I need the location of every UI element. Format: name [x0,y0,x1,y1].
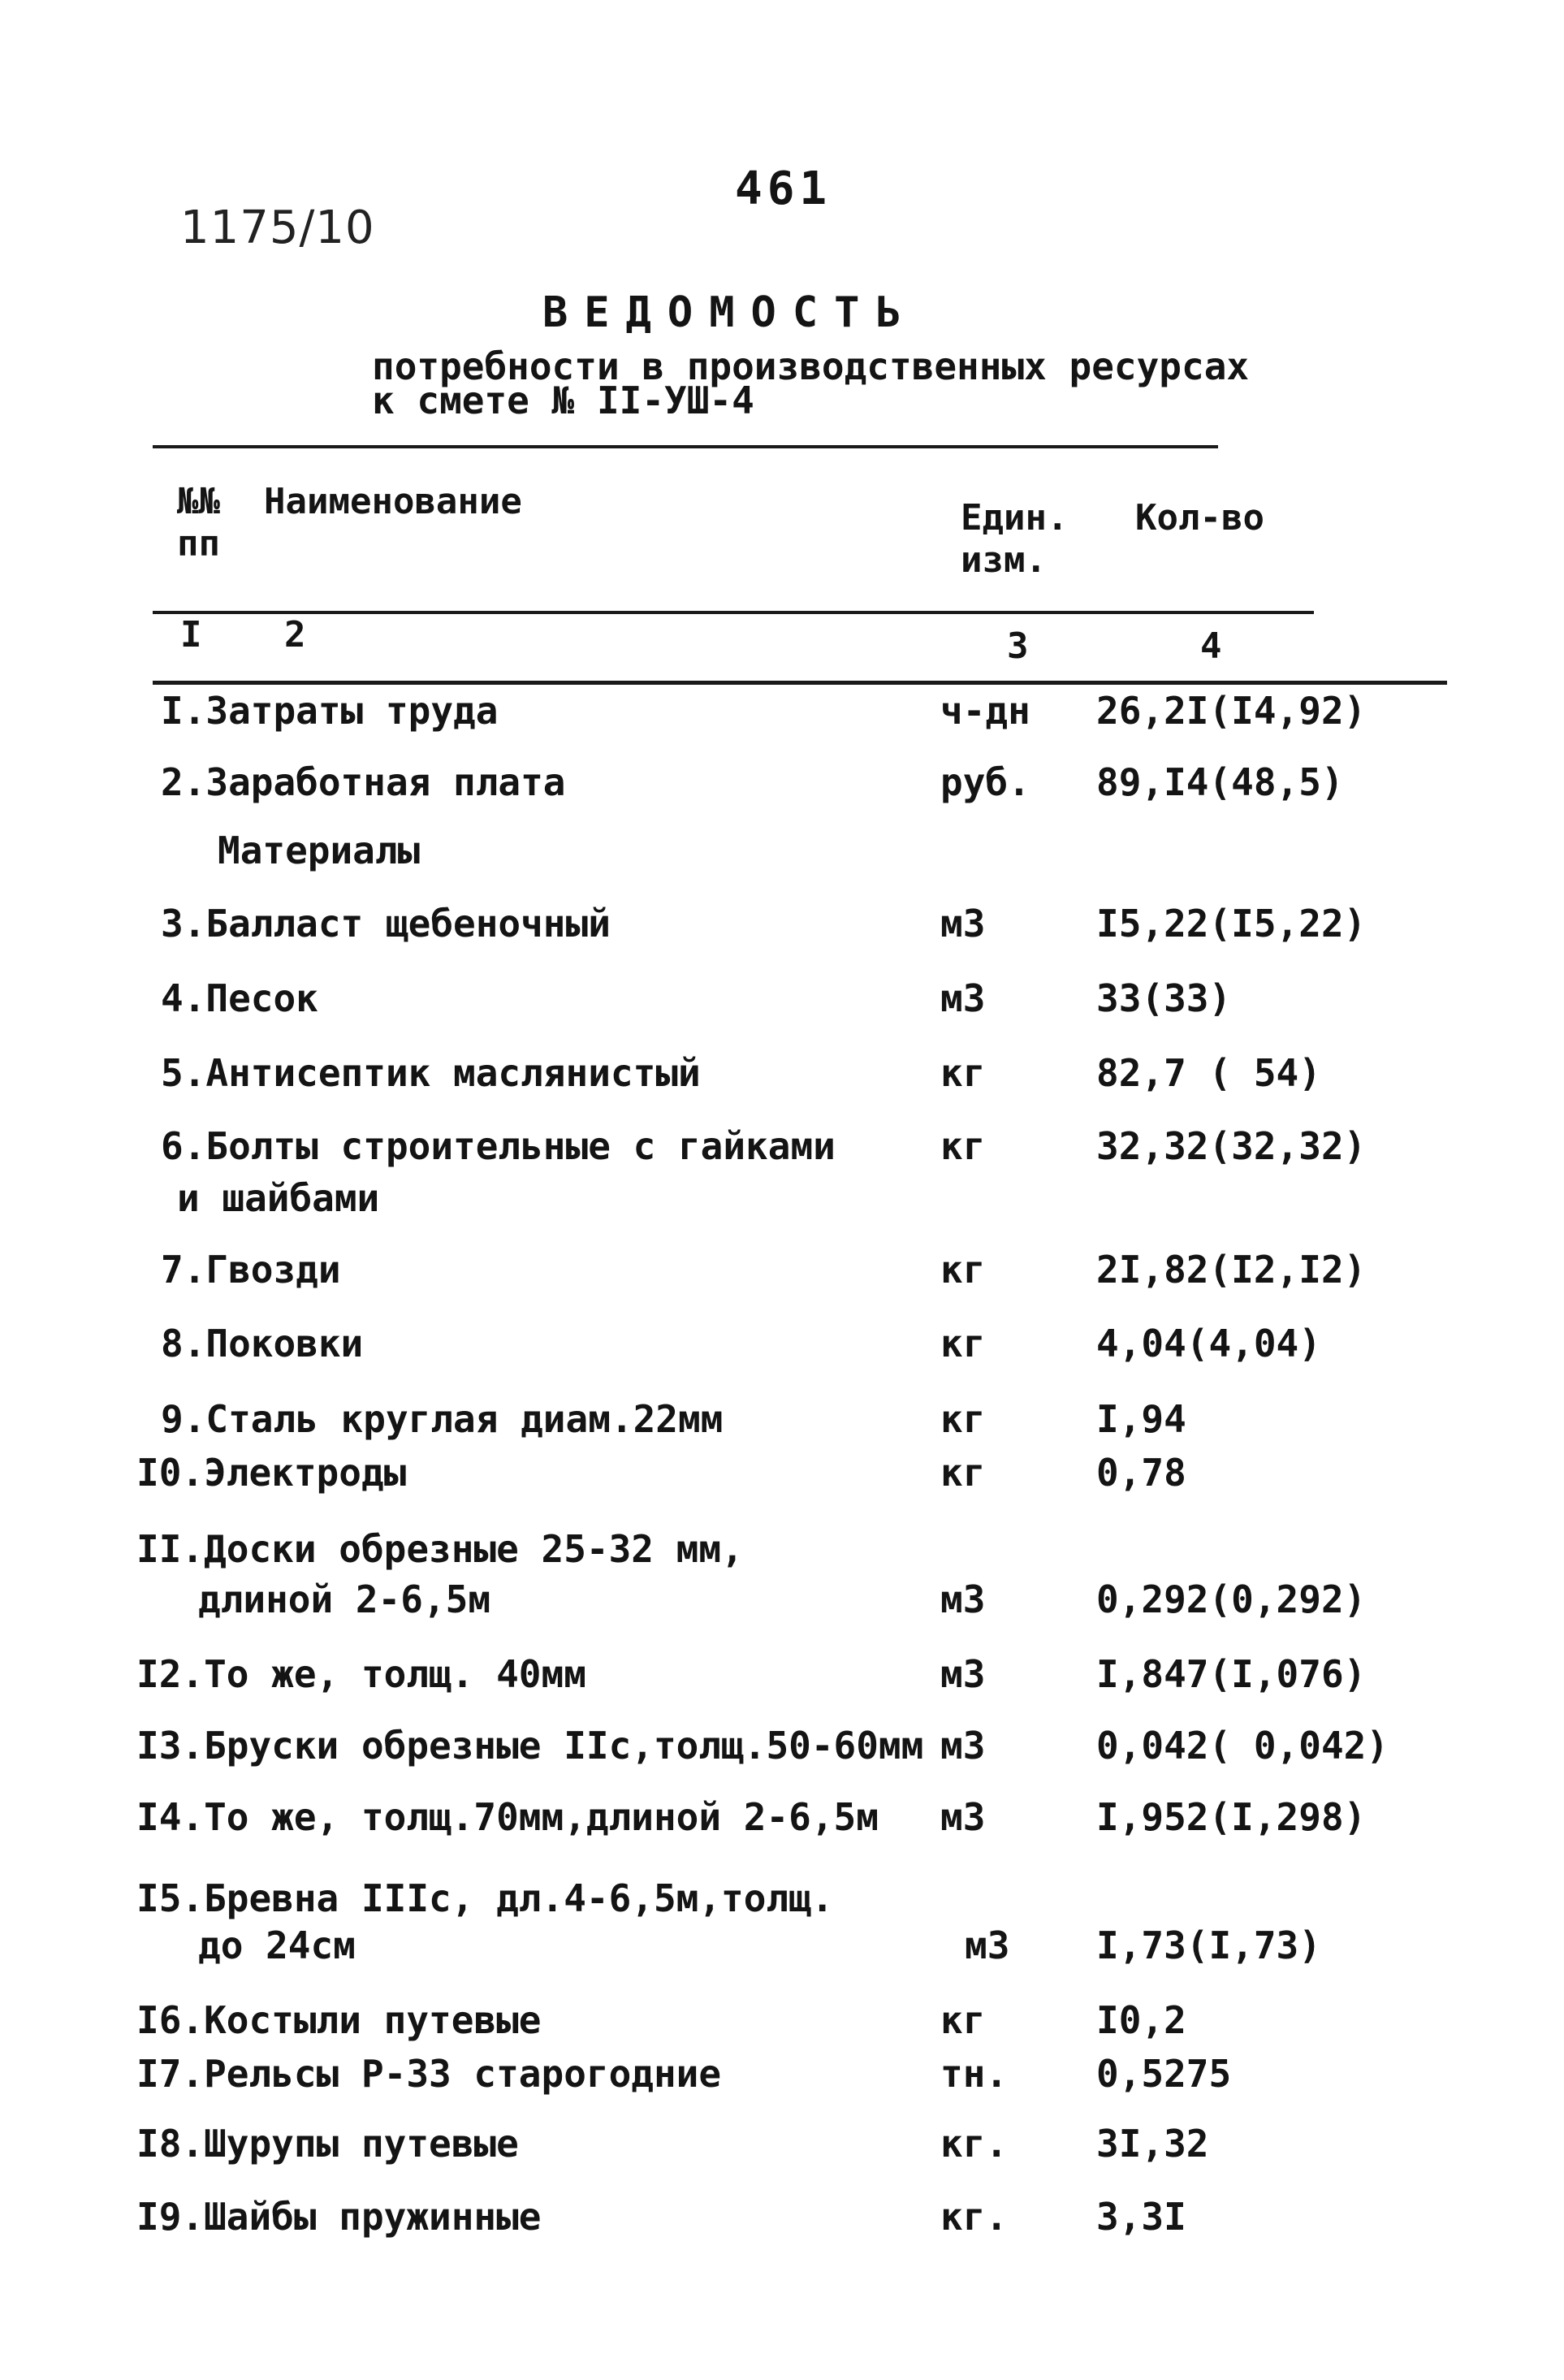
row-unit: кг [940,1451,986,1495]
column-header-num: №№ пп [177,481,220,565]
row-name: I6.Костыли путевые [136,1998,542,2042]
row-name: I4.То же, толщ.70мм,длиной 2-6,5м [136,1795,879,1839]
row-name: Материалы [218,829,421,872]
row-quantity: I5,22(I5,22) [1096,902,1367,946]
row-unit: ч-дн [940,689,1030,733]
row-name: I7.Рельсы Р-33 старогодние [136,2052,722,2096]
row-unit: м3 [940,1724,986,1768]
header-mid-rule [153,611,1314,614]
row-name: I2.То же, толщ. 40мм [136,1652,586,1696]
row-unit: кг [940,1998,986,2042]
estimate-reference: к смете № II-УШ-4 [372,379,754,422]
row-quantity: 4,04(4,04) [1096,1322,1321,1365]
row-unit: кг. [940,2122,1009,2166]
row-name: длиной 2-6,5м [198,1577,491,1621]
row-unit: кг [940,1248,986,1292]
row-unit: кг [940,1397,986,1441]
row-unit: кг [940,1322,986,1365]
row-name: 4.Песок [161,976,318,1020]
row-quantity: 3,3I [1096,2195,1186,2239]
column-header-unit: Един. изм. [961,497,1069,581]
row-name: I5.Бревна IIIс, дл.4-6,5м,толщ. [136,1876,834,1920]
archive-number: 1175/10 [180,201,375,254]
row-quantity: I0,2 [1096,1998,1186,2042]
row-quantity: 0,042( 0,042) [1096,1724,1389,1768]
row-quantity: I,94 [1096,1397,1186,1441]
row-unit: м3 [965,1923,1010,1967]
row-unit: тн. [940,2052,1009,2096]
column-number-1: I [180,614,202,656]
row-quantity: 0,5275 [1096,2052,1232,2096]
row-unit: м3 [940,1577,986,1621]
column-header-name: Наименование [264,481,522,522]
row-name: 5.Антисептик маслянистый [161,1051,701,1095]
row-quantity: I,847(I,076) [1096,1652,1367,1696]
row-quantity: 32,32(32,32) [1096,1124,1367,1168]
document-subtitle: потребности в производственных ресурсах [372,344,1250,388]
row-quantity: 82,7 ( 54) [1096,1051,1321,1095]
row-quantity: 26,2I(I4,92) [1096,689,1367,733]
row-name: и шайбами [177,1176,380,1220]
row-name: II.Доски обрезные 25-32 мм, [136,1527,744,1571]
row-name: I8.Шурупы путевые [136,2122,519,2166]
column-number-2: 2 [284,614,306,656]
row-name: 8.Поковки [161,1322,364,1365]
row-name: 9.Сталь круглая диам.22мм [161,1397,724,1441]
column-number-4: 4 [1200,625,1222,667]
column-number-3: 3 [1007,625,1029,667]
document-title: ВЕДОМОСТЬ [542,288,918,337]
row-name: 6.Болты строительные с гайками [161,1124,836,1168]
row-quantity: 3I,32 [1096,2122,1209,2166]
row-unit: кг [940,1124,986,1168]
row-quantity: 0,78 [1096,1451,1186,1495]
row-name: до 24см [198,1923,356,1967]
row-quantity: I,73(I,73) [1096,1923,1321,1967]
row-quantity: 0,292(0,292) [1096,1577,1367,1621]
row-unit: м3 [940,1795,986,1839]
row-quantity: 89,I4(48,5) [1096,760,1344,804]
row-name: 2.Заработная плата [161,760,566,804]
row-name: I0.Электроды [136,1451,407,1495]
row-name: 3.Балласт щебеночный [161,902,611,946]
row-unit: м3 [940,976,986,1020]
page-number: 461 [735,162,832,215]
row-name: 7.Гвозди [161,1248,341,1292]
row-unit: м3 [940,902,986,946]
row-name: I.Затраты труда [161,689,499,733]
header-top-rule [153,445,1218,448]
header-bottom-rule [153,681,1447,685]
row-name: I3.Бруски обрезные IIс,толщ.50-60мм [136,1724,924,1768]
column-header-qty: Кол-во [1135,497,1264,539]
row-unit: кг. [940,2195,1009,2239]
row-unit: м3 [940,1652,986,1696]
row-name: I9.Шайбы пружинные [136,2195,542,2239]
row-quantity: 2I,82(I2,I2) [1096,1248,1367,1292]
row-quantity: I,952(I,298) [1096,1795,1367,1839]
row-unit: руб. [940,760,1030,804]
row-quantity: 33(33) [1096,976,1232,1020]
row-unit: кг [940,1051,986,1095]
